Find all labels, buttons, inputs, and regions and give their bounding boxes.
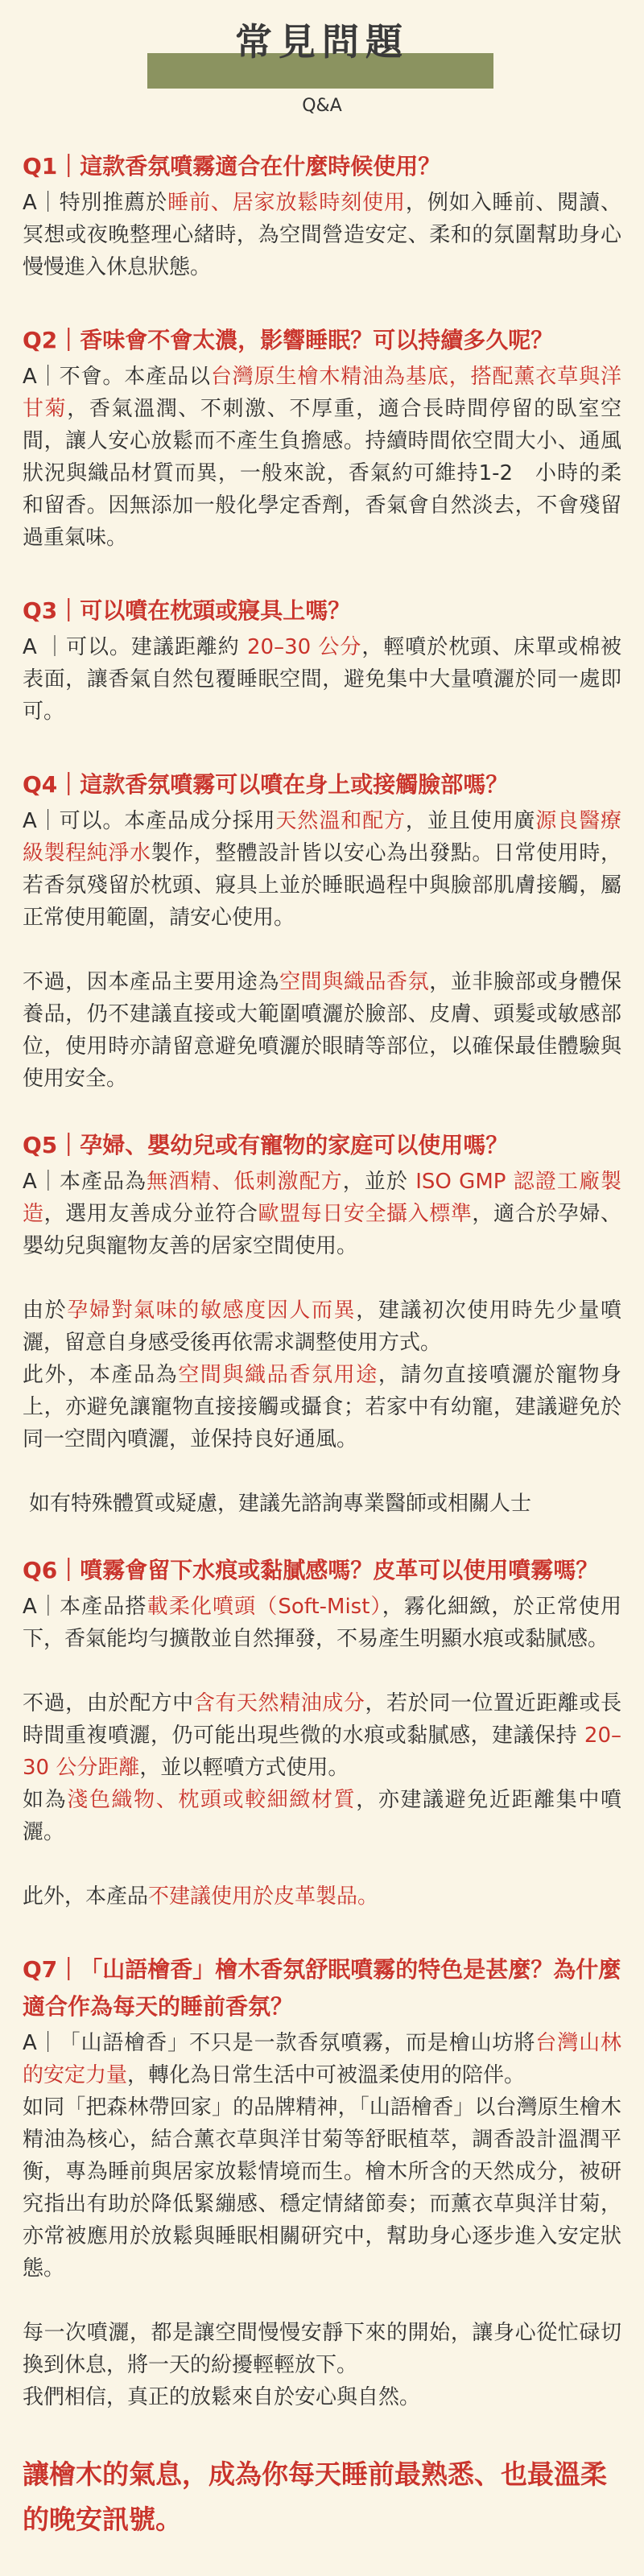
answer-highlight: ISO GMP 認證工廠製造 bbox=[23, 1170, 622, 1226]
faq-question: Q7｜「山語檜香」檜木香氛舒眠噴霧的特色是甚麼？為什麼適合作為每天的睡前香氛？ bbox=[23, 1956, 621, 2020]
answer-highlight: 20–30 公分距離 bbox=[23, 1724, 621, 1780]
faq-answer bbox=[23, 1687, 621, 1784]
answer-text: A｜「山語檜香」不只是一款香氛噴霧，而是檜山坊將 bbox=[23, 2031, 536, 2055]
faq-question: Q6｜噴霧會留下水痕或黏膩感嗎？皮革可以使用噴霧嗎？ bbox=[23, 1557, 599, 1583]
faq-question: Q5｜孕婦、嬰幼兒或有寵物的家庭可以使用嗎？ bbox=[23, 1132, 509, 1158]
faq-section-q7 bbox=[23, 1951, 621, 2413]
answer-text: ，轉化為日常生活中可被溫柔使用的陪伴。 bbox=[127, 2063, 526, 2087]
answer-text: A｜特別推薦於 bbox=[23, 191, 168, 215]
answer-text: ，亦建議避免近距離集中噴灑。 bbox=[23, 1788, 621, 1844]
page-title: 常見問題 bbox=[235, 20, 409, 64]
faq-answer bbox=[23, 1359, 621, 1455]
faq-note: 如有特殊體質或疑慮，建議先諮詢專業醫師或相關人士 bbox=[29, 1492, 532, 1516]
faq-section-q2 bbox=[23, 322, 621, 554]
answer-text: ，香氣溫潤、不刺激、不厚重，適合長時間停留的臥室空間，讓人安心放鬆而不產生負擔感。持續時間依空間大小、通風狀況與織品材質而異，一般來說，香氣約可維持1-2 小時的柔和留香。因無添加一般化學定香劑，香氣會自然淡去，不會殘留過重氣味。 bbox=[23, 397, 621, 550]
faq-answer bbox=[23, 966, 621, 1095]
closing-message: 讓檜木的氣息，成為你每天睡前最熟悉、也最溫柔的晚安訊號。 bbox=[23, 2458, 607, 2535]
answer-highlight: 源良醫療級製程純淨水 bbox=[23, 809, 621, 865]
answer-highlight: 空間與織品香氛 bbox=[279, 970, 430, 994]
faq-answer bbox=[23, 805, 621, 934]
answer-highlight: 台灣原生檜木精油為基底，搭配薰衣草與洋甘菊 bbox=[23, 365, 621, 421]
answer-highlight: 歐盟每日安全攝入標準 bbox=[258, 1202, 473, 1226]
header bbox=[0, 0, 644, 121]
faq-answer bbox=[23, 1294, 621, 1359]
faq-question: Q1｜這款香氛噴霧適合在什麼時候使用？ bbox=[23, 153, 441, 180]
faq-answer bbox=[23, 1591, 621, 1655]
faq-section-q3 bbox=[23, 592, 621, 728]
answer-highlight: 不建議使用於皮革製品。 bbox=[148, 1885, 379, 1909]
faq-answer bbox=[23, 2027, 621, 2091]
answer-highlight: 空間與織品香氛用途 bbox=[178, 1363, 378, 1387]
answer-text: 由於 bbox=[23, 1298, 68, 1323]
answer-text: 如同「把森林帶回家」的品牌精神，「山語檜香」以台灣原生檜木精油為核心，結合薰衣草與洋甘菊等舒眠植萃，調香設計溫潤平衡，專為睡前與居家放鬆情境而生。檜木所含的天然成分，被研究指出有助於降低緊繃感、穩定情緒節奏；而薰衣草與洋甘菊，亦常被應用於放鬆與睡眠相關研究中，幫助身心逐步進入安定狀態。 bbox=[23, 2095, 621, 2281]
faq-answer bbox=[23, 1880, 621, 1913]
answer-text: A｜本產品為 bbox=[23, 1170, 147, 1194]
answer-text: 不過，由於配方中 bbox=[23, 1691, 194, 1715]
answer-text: 我們相信，真正的放鬆來自於安心與自然。 bbox=[23, 2385, 421, 2409]
answer-text: 此外，本產品 bbox=[23, 1885, 149, 1909]
answer-text: 此外，本產品為 bbox=[23, 1363, 179, 1387]
faq-answer bbox=[23, 1166, 621, 1262]
answer-text: ，並以輕噴方式使用。 bbox=[139, 1756, 349, 1780]
answer-text: ，請勿直接噴灑於寵物身上，亦避免讓寵物直接接觸或攝食；若家中有幼寵，建議避免於同一空間內噴灑，並保持良好通風。 bbox=[23, 1363, 621, 1451]
answer-highlight: 無酒精、低刺激配方 bbox=[147, 1170, 343, 1194]
answer-highlight: 孕婦對氣味的敏感度因人而異 bbox=[67, 1298, 357, 1323]
answer-highlight: 睡前、居家放鬆時刻使用 bbox=[167, 191, 406, 215]
faq-question: Q3｜可以噴在枕頭或寢具上嗎？ bbox=[23, 597, 351, 624]
answer-text: 不過，因本產品主要用途為 bbox=[23, 970, 280, 994]
faq-section-q6 bbox=[23, 1552, 621, 1913]
faq-answer bbox=[23, 1784, 621, 1848]
answer-highlight: 天然溫和配方 bbox=[275, 809, 406, 833]
answer-text: ，適合於孕婦、嬰幼兒與寵物友善的居家空間使用。 bbox=[23, 1202, 621, 1258]
answer-text: A｜不會。本產品以 bbox=[23, 365, 211, 389]
answer-highlight: 20–30 公分 bbox=[246, 635, 362, 659]
answer-text: ，並非臉部或身體保養品，仍不建議直接或大範圍噴灑於臉部、皮膚、頭髮或敏感部位，使用時亦請留意避免噴灑於眼睛等部位，以確保最佳體驗與使用安全。 bbox=[23, 970, 621, 1091]
page-subtitle: Q&A bbox=[302, 96, 342, 116]
faq-answer bbox=[23, 2091, 621, 2285]
answer-text: 製作，整體設計皆以安心為出發點。日常使用時，若香氛殘留於枕頭、寢具上並於睡眠過程中與臉部肌膚接觸，屬正常使用範圍，請安心使用。 bbox=[23, 841, 621, 930]
faq-section-q4 bbox=[23, 766, 621, 1095]
answer-highlight: 台灣山林的安定力量 bbox=[23, 2031, 621, 2087]
faq-answer bbox=[23, 2317, 621, 2381]
answer-text: 如為 bbox=[23, 1788, 68, 1812]
answer-text: 每一次噴灑，都是讓空間慢慢安靜下來的開始，讓身心從忙碌切換到休息，將一天的紛擾輕輕放下。 bbox=[23, 2321, 621, 2377]
faq-section-q1 bbox=[23, 148, 621, 283]
faq-answer bbox=[23, 631, 621, 728]
answer-text: A｜本產品搭 bbox=[23, 1595, 147, 1619]
answer-highlight: 含有天然精油成分 bbox=[193, 1691, 365, 1715]
answer-text: ，選用友善成分並符合 bbox=[43, 1202, 258, 1226]
faq-answer bbox=[23, 361, 621, 554]
answer-text: ，並於 bbox=[342, 1170, 416, 1194]
faq-question: Q4｜這款香氛噴霧可以噴在身上或接觸臉部嗎？ bbox=[23, 771, 509, 798]
answer-text: ，若於同一位置近距離或長時間重複噴灑，仍可能出現些微的水痕或黏膩感，建議保持 bbox=[23, 1691, 621, 1748]
faq-section-q5 bbox=[23, 1127, 621, 1520]
answer-text: A ｜可以。建議距離約 bbox=[23, 635, 247, 659]
answer-text: ，建議初次使用時先少量噴灑，留意自身感受後再依需求調整使用方式。 bbox=[23, 1298, 621, 1355]
answer-highlight: 淺色織物、枕頭或較細緻材質 bbox=[67, 1788, 357, 1812]
answer-text: ，並且使用廣 bbox=[405, 809, 536, 833]
faq-content bbox=[0, 121, 644, 2542]
faq-question: Q2｜香味會不會太濃，影響睡眠？可以持續多久呢？ bbox=[23, 327, 554, 353]
answer-highlight: 載柔化噴頭（Soft-Mist） bbox=[147, 1595, 382, 1619]
answer-text: ，例如入睡前、閱讀、冥想或夜晚整理心緒時，為空間營造安定、柔和的氛圍幫助身心慢慢進入休息狀態。 bbox=[23, 191, 621, 279]
faq-answer bbox=[23, 187, 621, 283]
answer-text: ，霧化細緻，於正常使用下，香氣能均勻擴散並自然揮發，不易產生明顯水痕或黏膩感。 bbox=[23, 1595, 621, 1651]
faq-answer bbox=[23, 2381, 621, 2413]
answer-text: ，輕噴於枕頭、床單或棉被表面，讓香氣自然包覆睡眠空間，避免集中大量噴灑於同一處即可。 bbox=[23, 635, 621, 724]
answer-text: A｜可以。本產品成分採用 bbox=[23, 809, 276, 833]
